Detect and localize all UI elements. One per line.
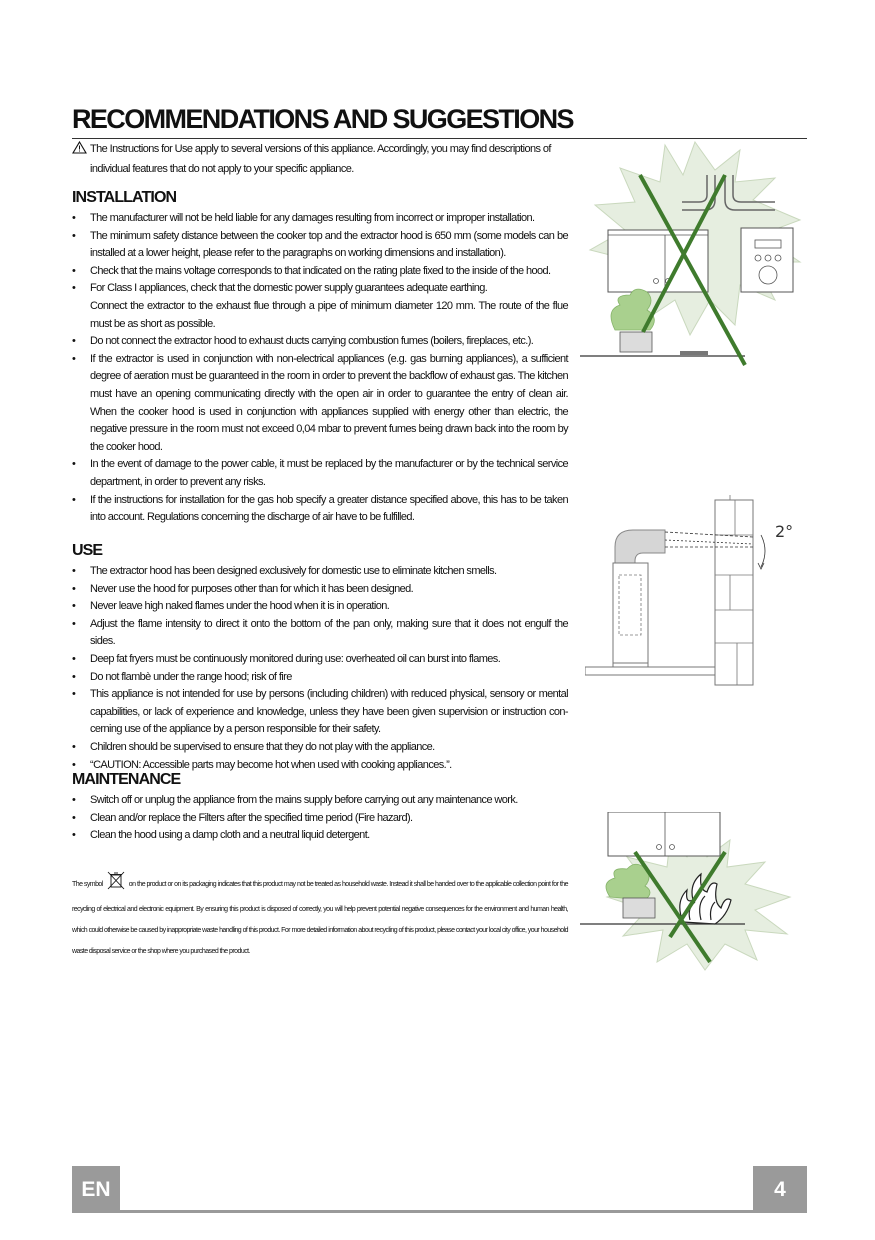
use-item-text: “CAUTION: Accessible parts may become hot when used with cooking appliances.”. <box>90 758 452 771</box>
installation-heading: INSTALLATION <box>72 189 177 206</box>
title-divider <box>72 138 807 139</box>
use-list <box>72 563 568 774</box>
maintenance-item <box>72 792 568 810</box>
use-item-text: This appliance is not intended for use by persons (including children) with reduced physical, sensory or mental capabilities, or lack of experience and knowledge, unless they have been given supervision or instruction con-cerning use of the appliance by a person responsible for their safety. <box>90 688 568 736</box>
use-item <box>72 739 568 757</box>
use-item <box>72 686 568 739</box>
use-item-text: Adjust the flame intensity to direct it onto the bottom of the pan only, making sure that it does not engulf the sides. <box>90 617 568 648</box>
use-section <box>72 541 568 774</box>
installation-item <box>72 456 568 491</box>
hood-installation-figure <box>575 140 815 375</box>
maintenance-list <box>72 792 568 845</box>
maintenance-section <box>72 770 568 845</box>
use-item-text: The extractor hood has been designed exclusively for domestic use to eliminate kitchen smells. <box>90 565 497 577</box>
use-item-text: Never use the hood for purposes other than for which it has been designed. <box>90 582 414 595</box>
use-item <box>72 563 568 581</box>
maintenance-item-text: Clean the hood using a damp cloth and a neutral liquid detergent. <box>90 829 370 842</box>
intro-line-1: The Instructions for Use apply to several versions of this appliance. Accordingly, you may find descriptions of <box>90 143 551 155</box>
weee-text: on the product or on its packaging indicates that this product may not be treated as household waste. Instead it shall be handed over to the applicable collection point for the recycling of electrical and electronic equipment. By ensuring this product is disposed of correctly, you will help prevent potential negative consequences for the environment and human health, which could otherwise be caused by inappropriate waste handling of this product. For more detailed information about recycling of this product, please contact your local city office, your household waste disposal service or the shop where you purchased the product. <box>72 881 568 955</box>
use-item-text: Children should be supervised to ensure that they do not play with the appliance. <box>90 740 435 753</box>
installation-list <box>72 210 568 527</box>
installation-item-text: If the instructions for installation for the gas hob specify a greater distance specified above, this has to be taken into account. Regulations concerning the discharge of air have to be fulfilled. <box>90 493 568 524</box>
duct-slope-figure <box>585 495 800 690</box>
installation-item-text: Check that the mains voltage corresponds to that indicated on the rating plate fixed to the inside of the hood. <box>90 264 551 277</box>
maintenance-item-text: Switch off or unplug the appliance from the mains supply before carrying out any maintenance work. <box>90 794 518 806</box>
maintenance-heading: MAINTENANCE <box>72 771 181 788</box>
use-item <box>72 581 568 599</box>
installation-item <box>72 280 568 333</box>
page-number: 4 <box>753 1166 807 1213</box>
use-item <box>72 651 568 669</box>
use-item-text: Deep fat fryers must be continuously monitored during use: overheated oil can burst into flames. <box>90 652 501 665</box>
use-item-text: Never leave high naked flames under the hood when it is in operation. <box>90 600 390 613</box>
use-item <box>72 616 568 651</box>
maintenance-item-text: Clean and/or replace the Filters after the specified time period (Fire hazard). <box>90 811 413 824</box>
intro-note <box>72 140 568 178</box>
installation-item-continuation: Connect the extractor to the exhaust flue through a pipe of minimum diameter 120 mm. The route of the flue must be as short as possible. <box>90 299 568 330</box>
use-heading: USE <box>72 542 103 559</box>
installation-item-text: Do not connect the extractor hood to exhaust ducts carrying combustion fumes (boilers, fireplaces, etc.). <box>90 335 534 348</box>
flambe-warning-figure <box>575 812 815 972</box>
installation-item <box>72 492 568 527</box>
installation-item-text: The manufacturer will not be held liable for any damages resulting from incorrect or improper installation. <box>90 212 535 224</box>
use-item <box>72 669 568 687</box>
footer-bar <box>72 1210 807 1213</box>
weee-prefix: The symbol <box>72 881 103 888</box>
maintenance-item <box>72 810 568 828</box>
use-item-text: Do not flambè under the range hood; risk of fire <box>90 670 292 683</box>
page-title: RECOMMENDATIONS AND SUGGESTIONS <box>72 104 573 134</box>
intro-line-2: individual features that do not apply to your specific appliance. <box>90 163 354 175</box>
installation-section <box>72 188 568 527</box>
warning-triangle-icon <box>72 141 87 160</box>
crossed-bin-icon <box>106 870 126 899</box>
installation-item <box>72 210 568 228</box>
maintenance-item <box>72 827 568 845</box>
installation-item <box>72 228 568 263</box>
installation-item-text: If the extractor is used in conjunction with non-electrical appliances (e.g. gas burning appliances), a sufficient degree of aeration must be guaranteed in the room in order to prevent the backflow of exhaust gas. The kitchen must have an opening communicating directly with the open air in order to guarantee the entry of clean air. When the cooker hood is used in conjunction with appliances supplied with energy other than electric, the negative pressure in the room must not exceed 0,04 mbar to prevent fumes being drawn back into the room by the cooker hood. <box>90 352 568 453</box>
installation-item <box>72 351 568 457</box>
installation-item-text: The minimum safety distance between the cooker top and the extractor hood is 650 mm (some models can be installed at a lower height, please refer to the paragraphs on working dimensions and installation). <box>90 229 568 260</box>
use-item <box>72 598 568 616</box>
installation-item <box>72 333 568 351</box>
installation-item-text: In the event of damage to the power cable, it must be replaced by the manufacturer or by the technical service department, in order to prevent any risks. <box>90 458 568 488</box>
installation-item-text: For Class I appliances, check that the domestic power supply guarantees adequate earthing. <box>90 282 488 295</box>
weee-disposal-note <box>72 870 568 962</box>
slope-angle-label: 2° <box>775 522 794 541</box>
installation-item <box>72 263 568 281</box>
language-tab: EN <box>72 1166 120 1213</box>
